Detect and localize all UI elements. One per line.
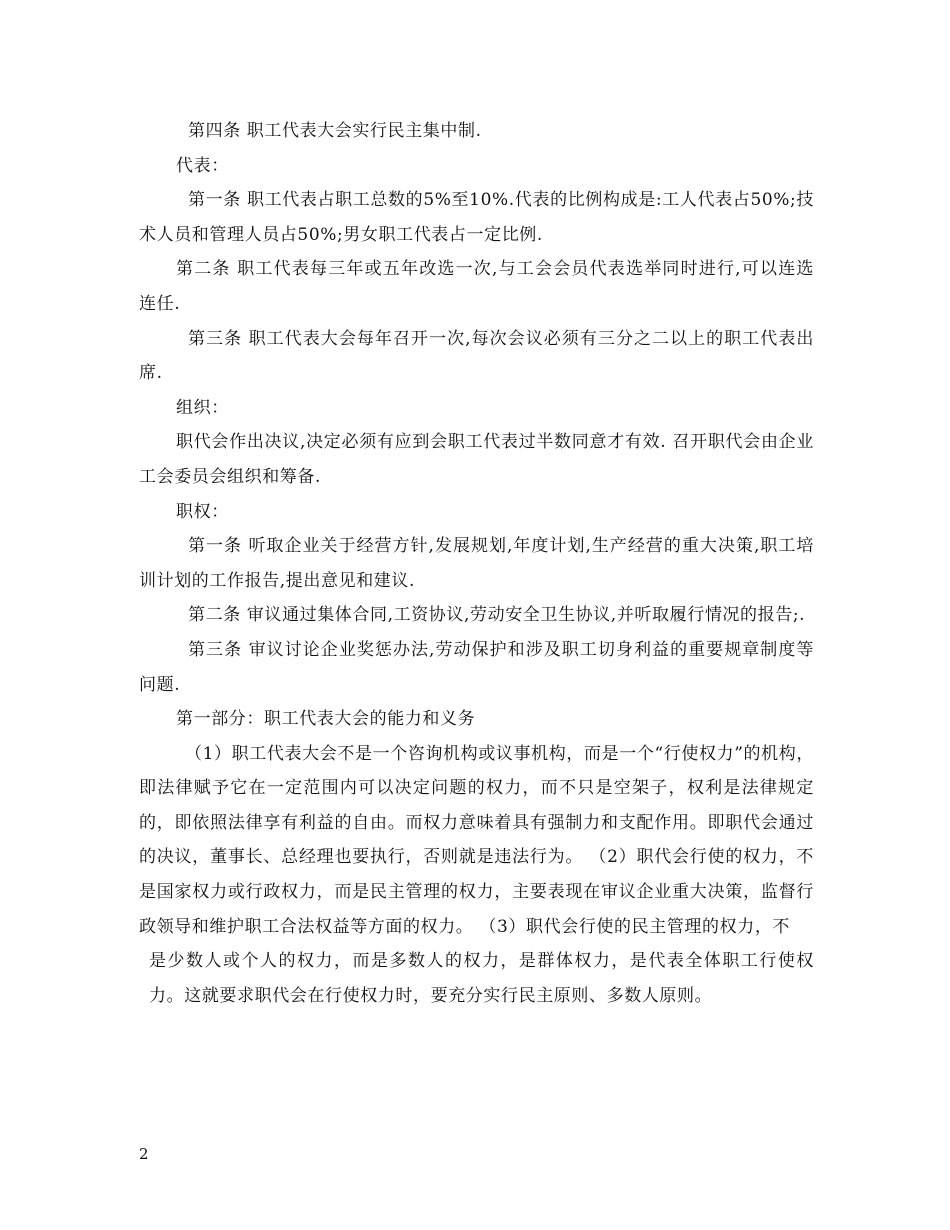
capability-continuation: 是少数人或个人的权力，而是多数人的权力，是群体权力，是代表全体职工行使权力。这就要求职代会在行使权力时，要充分实行民主原则、多数人原则。	[149, 951, 814, 1006]
powers-article-3: 第三条 审议讨论企业奖惩办法,劳动保护和涉及职工切身利益的重要规章制度等问题.	[139, 639, 814, 695]
organization-paragraph: 职代会作出决议,决定必须有应到会职工代表过半数同意才有效. 召开职代会由企业工会委员会组织和筹备.	[139, 432, 814, 487]
article-4-paragraph: 第四条 职工代表大会实行民主集中制.	[188, 121, 482, 141]
powers-heading: 职权：	[176, 501, 229, 522]
representatives-article-3: 第三条 职工代表大会每年召开一次,每次会议必须有三分之二以上的职工代表出席.	[139, 328, 814, 384]
part-one-heading: 第一部分：职工代表大会的能力和义务	[176, 709, 476, 730]
page-number: 2	[139, 1145, 149, 1163]
powers-article-1: 第一条 听取企业关于经营方针,发展规划,年度计划,生产经营的重大决策,职工培训计划的工作报告,提出意见和建议.	[139, 536, 814, 591]
organization-heading: 组织：	[176, 397, 229, 418]
powers-article-2: 第二条 审议通过集体合同,工资协议,劳动安全卫生协议,并听取履行情况的报告;.	[188, 605, 806, 626]
representatives-article-1: 第一条 职工代表占职工总数的5%至10%.代表的比例构成是:工人代表占50%;技术人员和管理人员占50%;男女职工代表占一定比例.	[139, 190, 814, 245]
capability-paragraph: （1）职工代表大会不是一个咨询机构或议事机构，而是一个“行使权力”的机构，即法律赋予它在一定范围内可以决定问题的权力，而不只是空架子，权利是法律规定的，即依照法律享有利益的自由。而权力意味着具有强制力和支配作用。即职代会通过的决议，董事长、总经理也要执行，否则就是违法行为。 （2）职代会行使的权力，不是国家权力或行政权力，而是民主管理的权力，主要表现在审议企业重大决策，监督行政领导和维护职工合法权益等方面的权力。 （3）职代会行使的民主管理的权力，不	[139, 743, 814, 937]
representatives-heading: 代表：	[176, 155, 229, 176]
representatives-article-2: 第二条 职工代表每三年或五年改选一次,与工会会员代表选举同时进行,可以连选 连任.	[139, 259, 814, 314]
document-body	[139, 114, 814, 1013]
